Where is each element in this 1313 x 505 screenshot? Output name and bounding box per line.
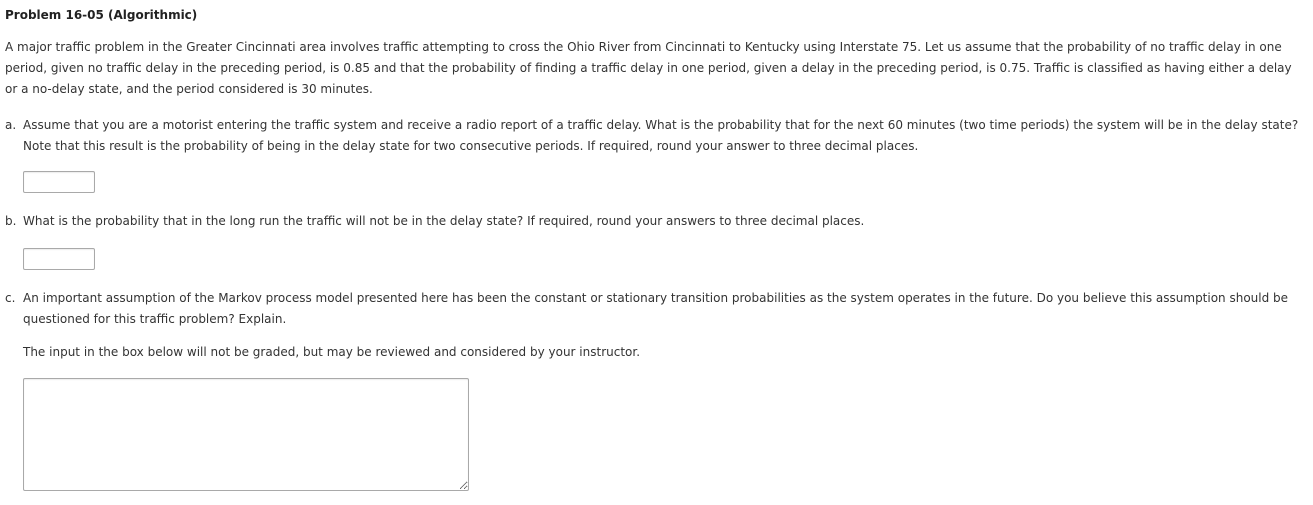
answer-a-input[interactable]: [23, 171, 95, 193]
question-a-text: Assume that you are a motorist entering the traffic system and receive a radio report of a traffic delay. What is the probability that for the next 60 minutes (two time periods) the system will be in the delay state? Note that this result is the probability of being in the delay state for two consecutive periods. If required, round your answer to three decimal places.: [23, 118, 1299, 153]
question-b: [5, 211, 1313, 232]
question-c-letter: c.: [5, 291, 16, 305]
question-b-text: What is the probability that in the long run the traffic will not be in the delay state? If required, round your answers to three decimal places.: [23, 214, 865, 228]
ungraded-note: The input in the box below will not be graded, but may be reviewed and considered by your instructor.: [23, 345, 641, 359]
answer-b-input[interactable]: [23, 248, 95, 270]
question-a-letter: a.: [5, 118, 17, 132]
problem-intro: A major traffic problem in the Greater Cincinnati area involves traffic attempting to cross the Ohio River from Cincinnati to Kentucky using Interstate 75. Let us assume that the probability of no traffic delay in one period, given no traffic delay in the preceding period, is 0.85 and that the probability of finding a traffic delay in one period, given a delay in the preceding period, is 0.75. Traffic is classified as having either a delay or a no-delay state, and the period considered is 30 minutes.: [5, 40, 1292, 96]
question-b-letter: b.: [5, 214, 17, 228]
answer-c-textarea[interactable]: [23, 378, 469, 491]
question-c-text: An important assumption of the Markov process model presented here has been the constant or stationary transition probabilities as the system operates in the future. Do you believe this assumption should be questioned for this traffic problem? Explain.: [23, 291, 1289, 326]
problem-title: Problem 16-05 (Algorithmic): [5, 8, 198, 22]
question-c: [5, 288, 1313, 330]
question-a: [5, 115, 1313, 157]
